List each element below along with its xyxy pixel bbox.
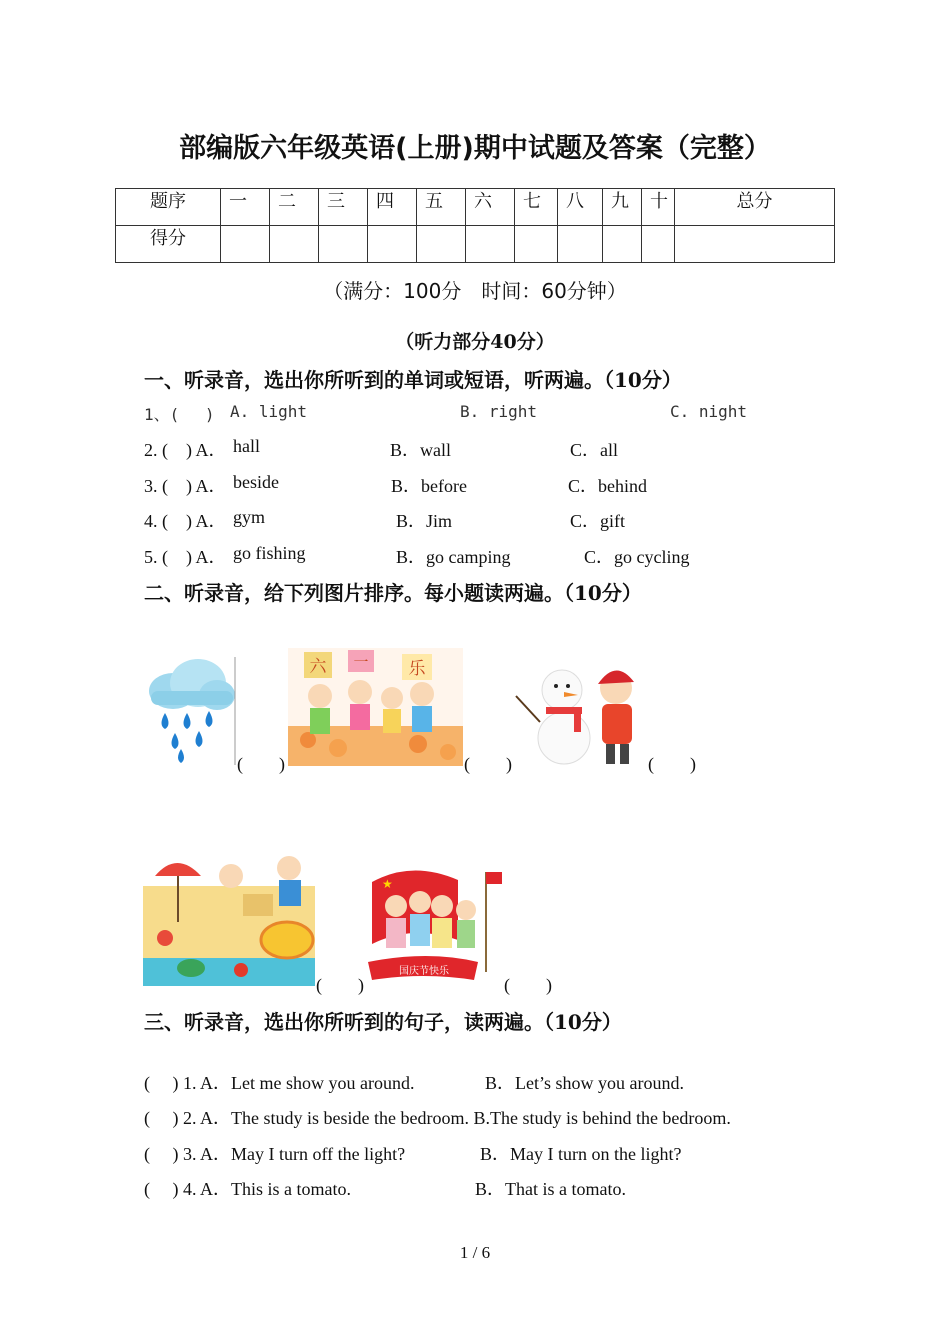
sentence-option-b: B．May I turn on the light? — [480, 1144, 682, 1164]
section2-heading: 二、听录音，给下列图片排序。每小题读两遍。（10分） — [144, 581, 642, 605]
option-a: go fishing — [233, 543, 306, 563]
sentence-question-row — [144, 1175, 844, 1199]
question-number: 5. ( ) A． — [144, 547, 227, 567]
answer-blank[interactable]: ( ) — [316, 975, 364, 995]
score-header-cell: 总分 — [675, 189, 835, 226]
score-cell[interactable] — [558, 226, 603, 263]
score-header-cell: 题序 — [116, 189, 221, 226]
beach-picture — [143, 846, 315, 986]
option-a: gym — [233, 507, 266, 527]
score-cell[interactable] — [417, 226, 466, 263]
question-number: 2. ( ) A． — [144, 440, 227, 460]
score-cell[interactable] — [603, 226, 642, 263]
option-a: beside — [233, 472, 279, 492]
snowman-picture — [512, 660, 648, 766]
svg-text:★: ★ — [382, 877, 393, 891]
sentence-option-a: ( ) 1. A．Let me show you around. — [144, 1073, 415, 1093]
document-title: 部编版六年级英语(上册)期中试题及答案（完整） — [179, 133, 771, 164]
rain-cloud-picture — [143, 655, 238, 767]
option-c: C．all — [570, 440, 618, 460]
option-b: B. right — [460, 402, 538, 421]
option-a: A. light — [230, 402, 308, 421]
question-row — [144, 472, 844, 496]
sentence-option-b: B．Let’s show you around. — [485, 1073, 684, 1093]
score-cell[interactable] — [515, 226, 558, 263]
question-number: 1、( ) — [144, 405, 215, 424]
answer-blank[interactable]: ( ) — [464, 754, 512, 774]
score-header-cell: 十 — [642, 189, 675, 226]
sentence-question-row — [144, 1069, 844, 1093]
score-header-cell: 二 — [270, 189, 319, 226]
score-row-label: 得分 — [116, 226, 221, 263]
option-c: C．go cycling — [584, 547, 690, 567]
score-header-cell: 七 — [515, 189, 558, 226]
option-b: B．wall — [390, 440, 451, 460]
score-header-cell: 三 — [319, 189, 368, 226]
score-cell[interactable] — [319, 226, 368, 263]
answer-blank[interactable]: ( ) — [504, 975, 552, 995]
score-header-cell: 五 — [417, 189, 466, 226]
score-cell[interactable] — [675, 226, 835, 263]
section3-heading: 三、听录音，选出你所听到的句子，读两遍。（10分） — [144, 1010, 622, 1034]
question-row — [144, 402, 844, 426]
question-number: 3. ( ) A． — [144, 476, 227, 496]
answer-blank[interactable]: ( ) — [237, 754, 285, 774]
option-a: hall — [233, 436, 260, 456]
option-c: C．behind — [568, 476, 647, 496]
exam-meta: （满分：100分 时间：60分钟） — [323, 279, 627, 303]
sentence-option-a: ( ) 3. A．May I turn off the light? — [144, 1144, 406, 1164]
score-cell[interactable] — [221, 226, 270, 263]
option-c: C．gift — [570, 511, 626, 531]
score-cell[interactable] — [368, 226, 417, 263]
answer-blank[interactable]: ( ) — [648, 754, 696, 774]
sentence-question-row — [144, 1140, 844, 1164]
question-row — [144, 507, 844, 531]
score-header-cell: 八 — [558, 189, 603, 226]
sentence-question-row — [144, 1104, 844, 1128]
option-c: C. night — [670, 402, 748, 421]
sentence-option-b: B．That is a tomato. — [475, 1179, 626, 1199]
national-day-picture — [366, 862, 506, 986]
score-header-cell: 一 — [221, 189, 270, 226]
section1-heading: 一、听录音，选出你所听到的单词或短语，听两遍。（10分） — [144, 368, 682, 392]
question-number: 4. ( ) A． — [144, 511, 227, 531]
score-table — [115, 188, 835, 263]
banner-text: 国庆节快乐 — [399, 966, 449, 977]
question-row — [144, 543, 844, 567]
score-header-cell: 六 — [466, 189, 515, 226]
option-b: B．before — [391, 476, 467, 496]
option-b: B．Jim — [396, 511, 453, 531]
score-header-cell: 四 — [368, 189, 417, 226]
question-row — [144, 436, 844, 460]
score-cell[interactable] — [270, 226, 319, 263]
score-cell[interactable] — [642, 226, 675, 263]
sentence-options: ( ) 2. A．The study is beside the bedroom. B.The study is behind the bedroom. — [144, 1108, 731, 1128]
score-cell[interactable] — [466, 226, 515, 263]
page-number: 1 / 6 — [459, 1243, 491, 1262]
option-b: B．go camping — [396, 547, 511, 567]
score-table-header-row — [116, 189, 835, 226]
sentence-option-a: ( ) 4. A．This is a tomato. — [144, 1179, 351, 1199]
banner-char: 乐 — [408, 659, 426, 679]
score-table-score-row — [116, 226, 835, 263]
listening-heading: （听力部分40分） — [395, 331, 555, 353]
banner-char: 一 — [353, 653, 369, 671]
score-header-cell: 九 — [603, 189, 642, 226]
banner-char: 六 — [309, 657, 327, 677]
childrens-day-picture — [288, 648, 463, 766]
